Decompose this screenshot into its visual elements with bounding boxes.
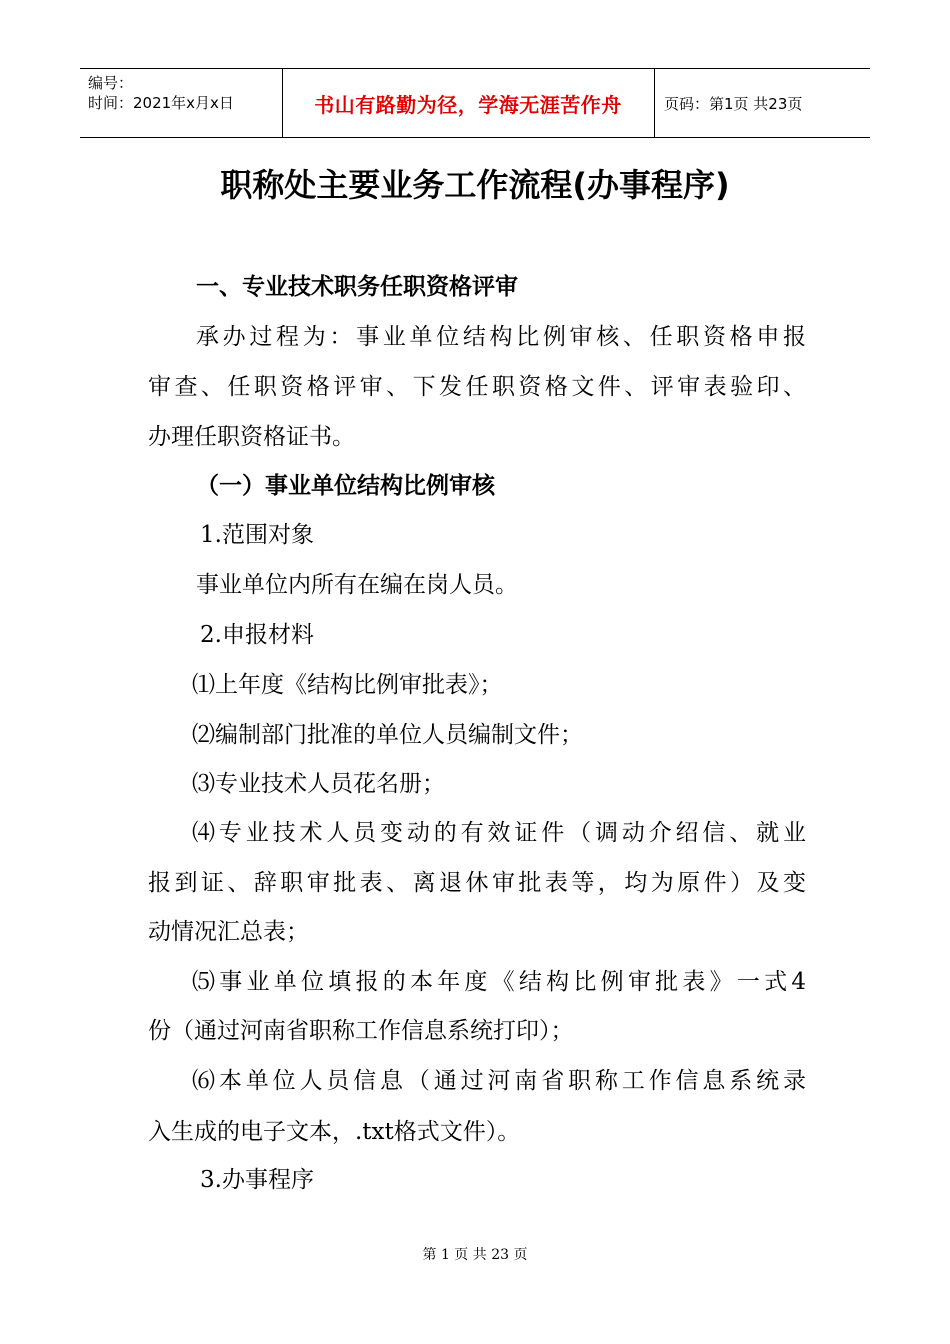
material-item-cont: 动情况汇总表； [148,919,309,945]
scope-heading: 1.范围对象 [200,522,314,548]
material-item: ⑹本单位人员信息（通过河南省职称工作信息系统录 [192,1068,806,1094]
header-meta [88,73,234,113]
procedure-heading: 3.办事程序 [200,1167,314,1193]
date-label: 时间：2021年x月x日 [88,94,234,112]
material-item: ⑶专业技术人员花名册； [192,771,445,797]
material-item: ⑷专业技术人员变动的有效证件（调动介绍信、就业 [192,820,806,846]
intro-line: 承办过程为：事业单位结构比例审核、任职资格申报 [196,324,806,350]
material-item-cont: 入生成的电子文本，.txt格式文件）。 [148,1119,521,1145]
header-motto: 书山有路勤为径，学海无涯苦作舟 [314,92,622,117]
material-item-cont: 份（通过河南省职称工作信息系统打印）； [148,1018,574,1044]
page-footer: 第 1 页 共 23 页 [422,1247,528,1263]
document-header [80,68,870,138]
material-item: ⑸事业单位填报的本年度《结构比例审批表》一式4 [192,969,806,995]
material-item: ⑴上年度《结构比例审批表》； [192,672,503,698]
header-divider [654,69,655,137]
header-page-info: 页码：第1页 共23页 [664,94,803,113]
scope-text: 事业单位内所有在编在岗人员。 [196,572,518,598]
document-title: 职称处主要业务工作流程(办事程序) [220,166,730,204]
intro-line: 审查、任职资格评审、下发任职资格文件、评审表验印、 [148,374,806,400]
subsection-heading: （一）事业单位结构比例审核 [196,473,495,499]
code-label: 编号： [88,74,134,92]
section-heading: 一、专业技术职务任职资格评审 [196,274,518,300]
materials-heading: 2.申报材料 [200,622,314,648]
intro-line: 办理任职资格证书。 [148,424,355,450]
material-item-cont: 报到证、辞职审批表、离退休审批表等，均为原件）及变 [148,870,806,896]
material-item: ⑵编制部门批准的单位人员编制文件； [192,722,583,748]
